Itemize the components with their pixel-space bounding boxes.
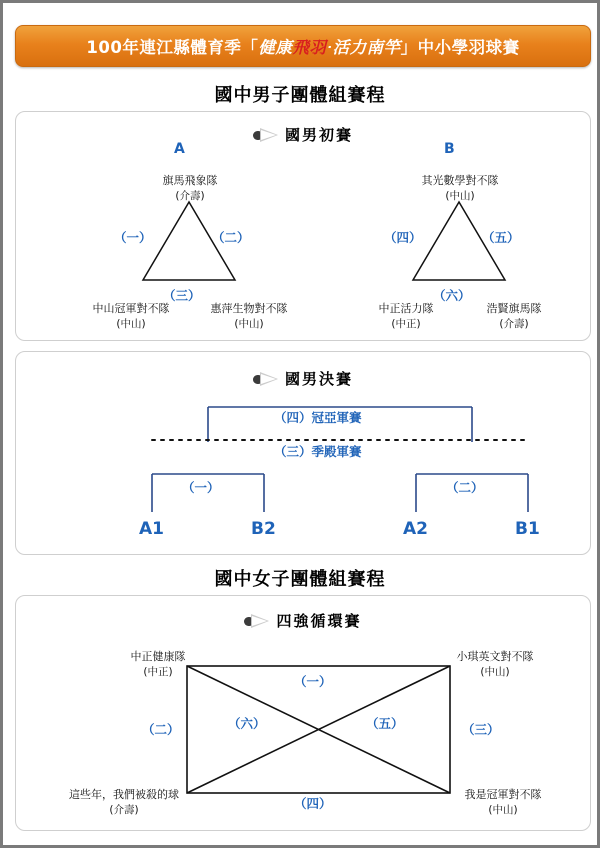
girls-heading: 四強循環賽 — [276, 612, 362, 630]
team-school: (中正) — [391, 317, 421, 330]
banner-prefix: 100年連江縣體育季「 — [86, 38, 259, 57]
team-school: (中山) — [234, 317, 264, 330]
final-semifinal-1: （一） — [182, 480, 220, 495]
prelim-a-left-team — [76, 302, 186, 331]
prelim-b-match-5: （五） — [482, 230, 520, 245]
team-name: 旗馬飛象隊 — [162, 174, 218, 187]
team-school: (介壽) — [499, 317, 529, 330]
group-label-a: A — [174, 141, 185, 157]
panel-girls-roundrobin — [15, 595, 591, 831]
section-title-girls: 國中女子團體組賽程 — [214, 569, 386, 590]
final-semifinal-2: （二） — [446, 480, 484, 495]
team-name: 我是冠軍對不隊 — [464, 788, 542, 801]
team-name: 這些年，我們被殺的球 — [69, 788, 179, 801]
panel-boys-preliminary — [15, 111, 591, 341]
banner-highlight-2: 飛羽 — [292, 38, 327, 57]
girls-team-bottom-right — [444, 788, 562, 817]
event-banner-text — [86, 34, 519, 58]
girls-team-bottom-left — [54, 788, 194, 817]
prelim-b-match-4: （四） — [384, 230, 422, 245]
section-title-boys: 國中男子團體組賽程 — [214, 85, 386, 106]
girls-team-top-right — [436, 650, 554, 679]
banner-highlight-3: 活力南竿 — [332, 38, 401, 57]
prelim-b-match-6: （六） — [433, 288, 471, 303]
girls-match-top: （一） — [294, 674, 332, 689]
team-name: 小琪英文對不隊 — [456, 650, 534, 663]
group-label-b: B — [444, 141, 455, 157]
prelim-a-match-3: （三） — [163, 288, 201, 303]
final-champion-match: （四）冠亞軍賽 — [274, 410, 362, 425]
final-third-place-match: （三）季殿軍賽 — [274, 444, 362, 459]
boys-final-heading: 國男決賽 — [284, 370, 353, 388]
panel-boys-final — [15, 351, 591, 555]
team-school: (介壽) — [175, 189, 205, 202]
event-banner — [15, 25, 591, 67]
girls-match-right: （三） — [462, 722, 500, 737]
final-slot-a1: A1 — [139, 519, 164, 539]
girls-match-left: （二） — [142, 722, 180, 737]
prelim-a-right-team — [194, 302, 304, 331]
prelim-b-top-team — [412, 174, 508, 203]
team-school: (中山) — [480, 665, 510, 678]
banner-dot: ‧ — [326, 38, 333, 57]
team-name: 中正活力隊 — [378, 302, 434, 315]
team-name: 中正健康隊 — [130, 650, 186, 663]
team-school: (中山) — [488, 803, 518, 816]
team-name: 中山冠軍對不隊 — [92, 302, 170, 315]
final-slot-b1: B1 — [515, 519, 540, 539]
banner-suffix: 」中小學羽球賽 — [400, 38, 520, 57]
prelim-b-right-team — [466, 302, 562, 331]
banner-highlight-1: 健康 — [258, 38, 293, 57]
prelim-a-top-team — [148, 174, 232, 203]
girls-team-top-left — [112, 650, 204, 679]
team-name: 惠萍生物對不隊 — [210, 302, 288, 315]
final-slot-b2: B2 — [251, 519, 276, 539]
prelim-a-match-2: （二） — [212, 230, 250, 245]
team-school: (中山) — [445, 189, 475, 202]
boys-prelim-heading: 國男初賽 — [284, 126, 353, 144]
final-slot-a2: A2 — [403, 519, 428, 539]
girls-match-bottom: （四） — [294, 796, 332, 811]
team-name: 浩賢旗馬隊 — [486, 302, 542, 315]
team-school: (中正) — [143, 665, 173, 678]
team-name: 其光數學對不隊 — [421, 174, 499, 187]
girls-match-diagonal-left: （六） — [228, 716, 266, 731]
prelim-b-left-team — [358, 302, 454, 331]
prelim-a-match-1: （一） — [114, 230, 152, 245]
girls-match-diagonal-right: （五） — [366, 716, 404, 731]
team-school: (中山) — [116, 317, 146, 330]
team-school: (介壽) — [109, 803, 139, 816]
